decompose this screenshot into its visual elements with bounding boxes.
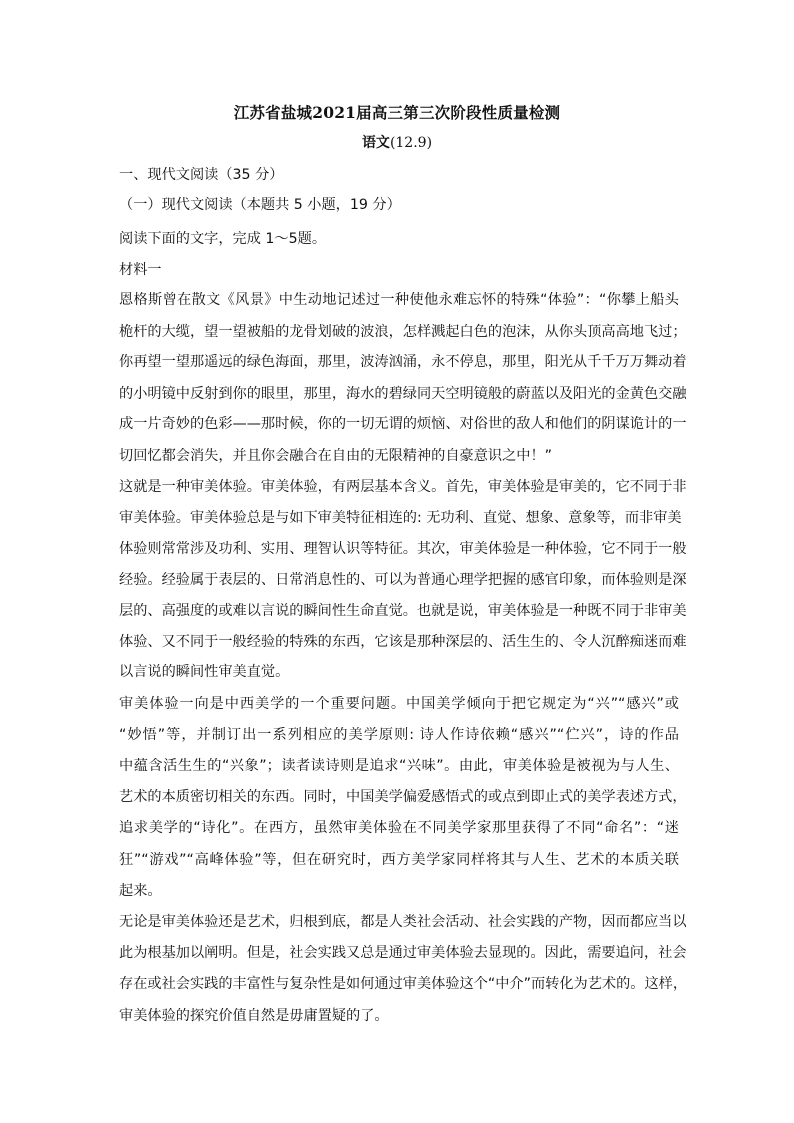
paragraph-line: 以言说的瞬间性审美直觉。 <box>119 664 290 680</box>
subsection-heading: （一）现代文阅读（本题共 5 小题，19 分） <box>119 197 401 213</box>
paragraph-line: 恩格斯曾在散文《风景》中生动地记述过一种使他永难忘怀的特殊“体验”：“你攀上船头 <box>119 292 679 308</box>
paragraph-line: 切回忆都会消失，并且你会融合在自由的无限精神的自豪意识之中！” <box>119 448 552 464</box>
document-title: 江苏省盐城2021届高三第三次阶段性质量检测 <box>233 103 561 122</box>
subtitle-date: (12.9) <box>389 135 433 151</box>
paragraph-line: 审美体验的探究价值自然是毋庸置疑的了。 <box>119 1008 389 1024</box>
material-label: 材料一 <box>119 262 162 278</box>
paragraph-line: 艺术的本质密切相关的东西。同时，中国美学偏爱感悟式的或点到即止式的美学表述方式， <box>119 789 687 805</box>
paragraph-line: 的小明镜中反射到你的眼里，那里，海水的碧绿同天空明镜般的蔚蓝以及阳光的金黄色交融 <box>119 386 687 402</box>
subtitle-subject: 语文 <box>361 135 390 151</box>
paragraph-line: 桅杆的大缆，望一望被船的龙骨划破的波浪，怎样溅起白色的泡沫，从你头顶高高地飞过； <box>119 324 687 340</box>
paragraph-line: “妙悟”等，并制订出一系列相应的美学原则: 诗人作诗依赖“感兴”“伫兴”，诗的作品 <box>119 727 679 743</box>
paragraph-line: 审美体验。审美体验总是与如下审美特征相连的: 无功利、直觉、想象、意象等，而非审美 <box>119 510 682 526</box>
paragraph-line: 审美体验一向是中西美学的一个重要问题。中国美学倾向于把它规定为“兴”“感兴”或 <box>119 696 679 712</box>
section-heading: 一、现代文阅读（35 分） <box>119 167 284 183</box>
paragraph-line: 起来。 <box>119 883 162 899</box>
paragraph-line: 追求美学的“诗化”。在西方，虽然审美体验在不同美学家那里获得了不同“命名”：“迷 <box>119 820 679 836</box>
paragraph-line: 中蕴含活生生的“兴象”；读者读诗则是追求“兴味”。由此，审美体验是被视为与人生、 <box>119 758 679 774</box>
paragraph-line: 层的、高强度的或难以言说的瞬间性生命直觉。也就是说，审美体验是一种既不同于非审美 <box>119 603 687 619</box>
instruction-text: 阅读下面的文字，完成 1～5题。 <box>119 231 327 247</box>
document-subtitle <box>0 132 794 152</box>
paragraph-line: 此为根基加以阐明。但是，社会实践又总是通过审美体验去显现的。因此，需要追问，社会 <box>119 945 687 961</box>
paragraph-line: 狂”“游戏”“高峰体验”等，但在研究时，西方美学家同样将其与人生、艺术的本质关联 <box>119 852 679 868</box>
paragraph-line: 你再望一望那遥远的绿色海面，那里，波涛汹涌，永不停息，那里，阳光从千千万万舞动着 <box>119 354 687 370</box>
paragraph-line: 存在或社会实践的丰富性与复杂性是如何通过审美体验这个“中介”而转化为艺术的。这样， <box>119 976 688 992</box>
paragraph-line: 体验则常常涉及功利、实用、理智认识等特征。其次，审美体验是一种体验，它不同于一般 <box>119 541 687 557</box>
paragraph-line: 这就是一种审美体验。审美体验，有两层基本含义。首先，审美体验是审美的，它不同于非 <box>119 479 687 495</box>
paragraph-line: 无论是审美体验还是艺术，归根到底，都是人类社会活动、社会实践的产物，因而都应当以 <box>119 914 687 930</box>
paragraph-line: 成一片奇妙的色彩——那时候，你的一切无谓的烦恼、对俗世的敌人和他们的阴谋诡计的一 <box>119 416 687 432</box>
paragraph-line: 体验、又不同于一般经验的特殊的东西，它该是那种深层的、活生生的、令人沉醉痴迷而难 <box>119 634 687 650</box>
paragraph-line: 经验。经验属于表层的、日常消息性的、可以为普通心理学把握的感官印象，而体验则是深 <box>119 572 687 588</box>
